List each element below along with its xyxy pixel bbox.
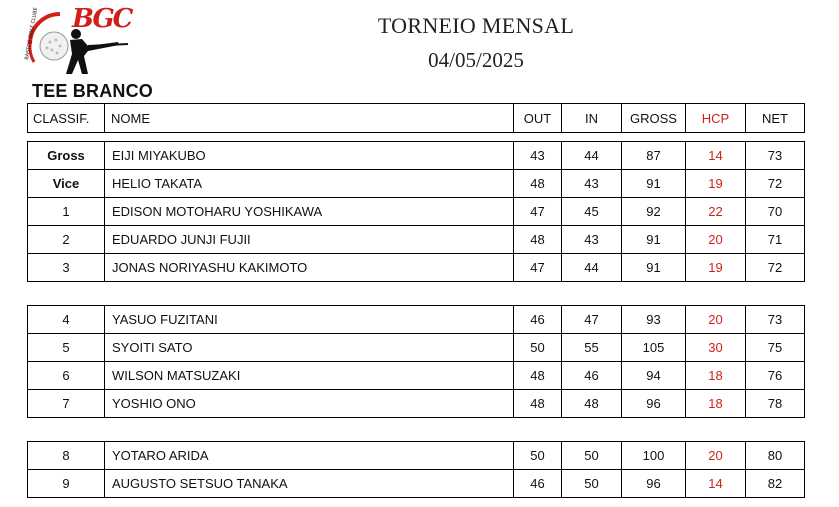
cell-in: 55 [562,334,622,362]
table-row [28,362,805,390]
results-table [27,103,805,498]
cell-out: 47 [514,254,562,282]
cell-classif: 2 [28,226,105,254]
cell-gross: 93 [622,306,686,334]
column-header-in: IN [562,104,622,133]
club-logo [22,4,134,78]
cell-net: 80 [746,442,805,470]
cell-hcp: 20 [686,226,746,254]
cell-out: 48 [514,362,562,390]
cell-hcp: 14 [686,142,746,170]
cell-gross: 91 [622,170,686,198]
header [300,12,652,74]
column-header-nome: NOME [105,104,514,133]
cell-hcp: 19 [686,254,746,282]
spacer-cell [28,282,805,306]
cell-gross: 87 [622,142,686,170]
column-header-gross: GROSS [622,104,686,133]
cell-nome: JONAS NORIYASHU KAKIMOTO [105,254,514,282]
cell-out: 43 [514,142,562,170]
cell-out: 48 [514,226,562,254]
cell-classif: 7 [28,390,105,418]
cell-out: 46 [514,470,562,498]
table-row [28,254,805,282]
cell-classif: 5 [28,334,105,362]
cell-net: 75 [746,334,805,362]
spacer-cell [28,133,805,142]
cell-hcp: 20 [686,306,746,334]
spacer-cell [28,418,805,442]
cell-nome: AUGUSTO SETSUO TANAKA [105,470,514,498]
cell-in: 48 [562,390,622,418]
logo-lettering: BGC [72,4,132,34]
column-header-out: OUT [514,104,562,133]
table-row [28,306,805,334]
group-spacer [28,418,805,442]
cell-nome: WILSON MATSUZAKI [105,362,514,390]
cell-gross: 96 [622,390,686,418]
cell-hcp: 20 [686,442,746,470]
cell-classif: Vice [28,170,105,198]
cell-classif: 8 [28,442,105,470]
cell-classif: 1 [28,198,105,226]
cell-nome: HELIO TAKATA [105,170,514,198]
table-header-row [28,104,805,133]
cell-nome: EDUARDO JUNJI FUJII [105,226,514,254]
table-row [28,142,805,170]
cell-classif: 6 [28,362,105,390]
cell-nome: EDISON MOTOHARU YOSHIKAWA [105,198,514,226]
cell-out: 47 [514,198,562,226]
page-title: TORNEIO MENSAL [377,13,575,38]
cell-in: 50 [562,470,622,498]
cell-nome: YOTARO ARIDA [105,442,514,470]
cell-gross: 96 [622,470,686,498]
cell-hcp: 30 [686,334,746,362]
cell-classif: 9 [28,470,105,498]
table-row [28,170,805,198]
cell-classif: Gross [28,142,105,170]
table-row [28,390,805,418]
cell-gross: 92 [622,198,686,226]
cell-in: 46 [562,362,622,390]
table-row [28,226,805,254]
cell-in: 45 [562,198,622,226]
tournament-date: 04/05/2025 [428,48,524,72]
cell-hcp: 18 [686,362,746,390]
cell-net: 76 [746,362,805,390]
cell-nome: YOSHIO ONO [105,390,514,418]
column-header-net: NET [746,104,805,133]
table-row [28,470,805,498]
cell-classif: 3 [28,254,105,282]
cell-in: 44 [562,254,622,282]
cell-out: 50 [514,442,562,470]
cell-net: 73 [746,306,805,334]
cell-gross: 94 [622,362,686,390]
cell-hcp: 22 [686,198,746,226]
cell-nome: EIJI MIYAKUBO [105,142,514,170]
cell-gross: 91 [622,226,686,254]
cell-nome: YASUO FUZITANI [105,306,514,334]
cell-net: 70 [746,198,805,226]
cell-out: 48 [514,390,562,418]
svg-text:BASTOS GOLF CLUBE: BASTOS GOLF CLUBE [24,6,40,61]
cell-classif: 4 [28,306,105,334]
results-body [28,133,805,498]
cell-in: 44 [562,142,622,170]
cell-net: 82 [746,470,805,498]
cell-in: 43 [562,170,622,198]
cell-hcp: 14 [686,470,746,498]
cell-gross: 91 [622,254,686,282]
section-title: TEE BRANCO [32,81,154,101]
group-spacer [28,133,805,142]
cell-net: 72 [746,170,805,198]
table-row [28,334,805,362]
cell-out: 46 [514,306,562,334]
cell-net: 71 [746,226,805,254]
cell-net: 78 [746,390,805,418]
cell-net: 72 [746,254,805,282]
cell-out: 48 [514,170,562,198]
table-row [28,198,805,226]
cell-nome: SYOITI SATO [105,334,514,362]
table-row [28,442,805,470]
cell-in: 50 [562,442,622,470]
cell-in: 47 [562,306,622,334]
cell-gross: 105 [622,334,686,362]
cell-hcp: 19 [686,170,746,198]
cell-net: 73 [746,142,805,170]
cell-gross: 100 [622,442,686,470]
cell-hcp: 18 [686,390,746,418]
cell-out: 50 [514,334,562,362]
column-header-classif: CLASSIF. [28,104,105,133]
cell-in: 43 [562,226,622,254]
group-spacer [28,282,805,306]
column-header-hcp: HCP [686,104,746,133]
